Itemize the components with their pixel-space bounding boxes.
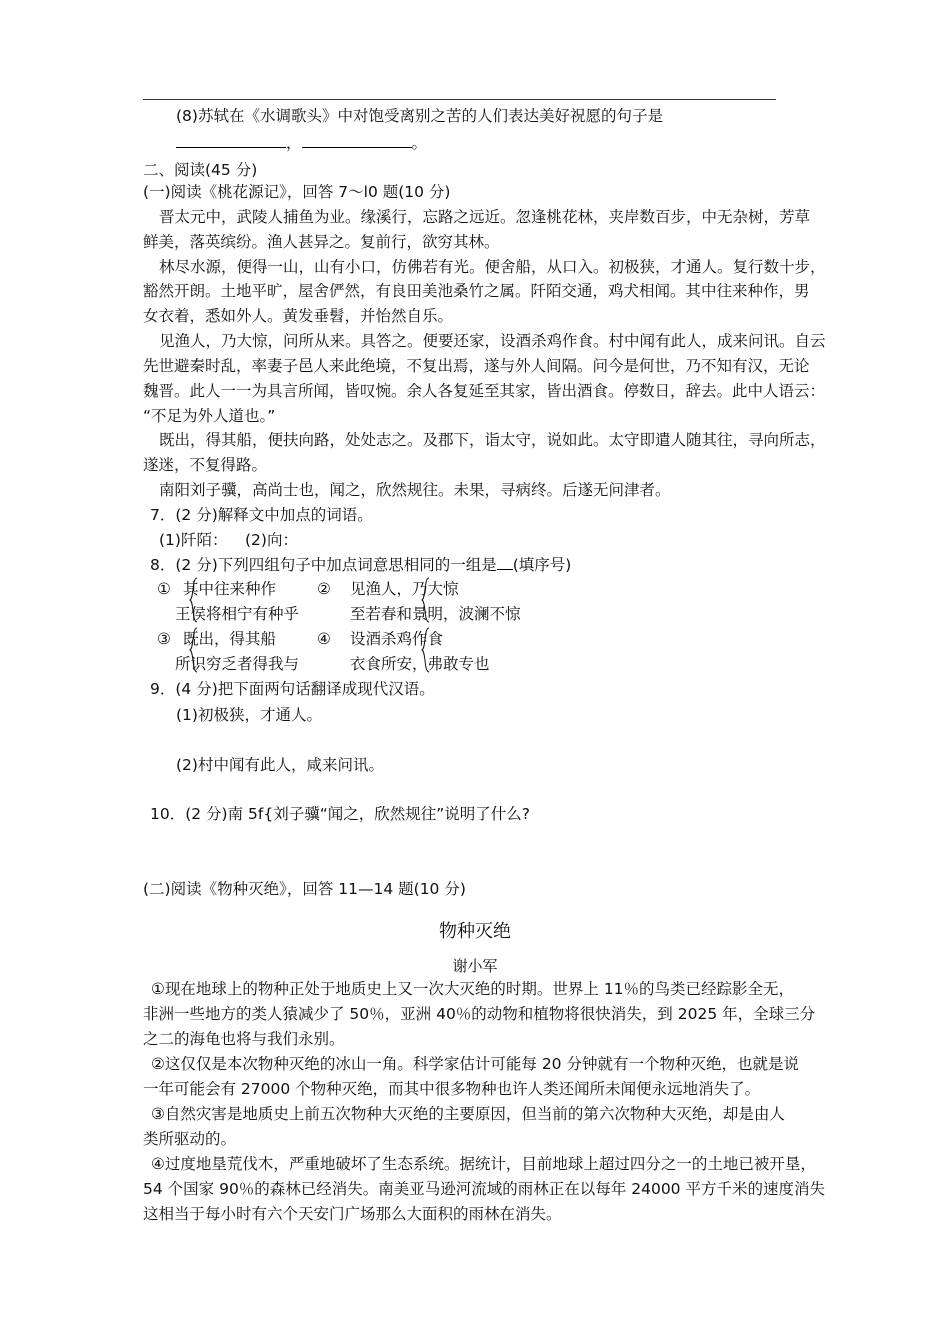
brace-icon [189, 627, 199, 673]
article-line: ③自然灾害是地质史上前五次物种大灭绝的主要原因，但当前的第六次物种大灭绝，却是由人 [151, 1105, 785, 1123]
option-sentence: 其中往来种作 [183, 580, 277, 598]
option-sentence: 所识穷乏者得我与 [175, 655, 300, 673]
option-sentence: 设酒杀鸡作食 [350, 630, 444, 648]
section-title: 二、阅读(45 分) [143, 161, 258, 179]
article-line: ②这仅仅是本次物种灭绝的冰山一角。科学家估计可能每 20 分钟就有一个物种灭绝，也就是说 [151, 1055, 799, 1073]
q8-answer-blank[interactable] [497, 555, 513, 570]
option-number: ② [317, 580, 331, 598]
q9-stem: 9．(4 分)把下面两句话翻译成现代汉语。 [150, 680, 435, 698]
passage-line: 林尽水源，便得一山，山有小口，仿佛若有光。便舍船，从口入。初极狭，才通人。复行数十步， [159, 258, 826, 276]
q9-sentence-1: (1)初极狭，才通人。 [176, 706, 322, 724]
brace-icon [189, 577, 199, 623]
option-sentence: 王侯将相宁有种乎 [175, 605, 300, 623]
option-number: ① [157, 580, 171, 598]
article-line: 非洲一些地方的类人猿减少了 50％，亚洲 40％的动物和植物将很快消失，到 2025 年，全球三分 [143, 1005, 816, 1023]
passage-line: 晋太元中，武陵人捕鱼为业。缘溪行，忘路之远近。忽逢桃花林，夹岸数百步，中无杂树，芳草 [159, 208, 811, 226]
q7-item-1: (1)阡陌： [159, 531, 228, 549]
q10-stem: 10．(2 分)南 5f{刘子骥“闻之，欣然规往”说明了什么? [150, 805, 531, 823]
answer-blank-2[interactable] [302, 133, 412, 148]
passage-line: “不足为外人道也。” [143, 407, 276, 425]
article-line: 一年可能会有 27000 个物种灭绝，而其中很多物种也许人类还闻所未闻便永远地消失了。 [143, 1080, 761, 1098]
option-number: ④ [317, 630, 331, 648]
q8-poem-prompt: (8)苏轼在《水调歌头》中对饱受离别之苦的人们表达美好祝愿的句子是 [176, 107, 663, 125]
passage-line: 见渔人，乃大惊，问所从来。具答之。便要还家，设酒杀鸡作食。村中闻有此人，成来问讯。自云 [159, 332, 826, 350]
passage-line: 既出，得其船，便扶向路，处处志之。及郡下，诣太守，说如此。太守即遣人随其往，寻向所志， [159, 431, 826, 449]
option-number: ③ [157, 630, 171, 648]
option-sentence: 至若春和景明，波澜不惊 [350, 605, 521, 623]
q8-stem: 8．(2 分)下列四组句子中加点词意思相同的一组是 (填序号) [150, 556, 572, 574]
option-sentence: 既出，得其船 [183, 630, 277, 648]
answer-blank-1[interactable] [176, 133, 286, 148]
brace-icon [421, 577, 431, 623]
q8-poem-answer-line [176, 133, 427, 153]
q7-stem: 7．(2 分)解释文中加点的词语。 [150, 506, 373, 524]
part1-intro: (一)阅读《桃花源记》，回答 7～l0 题(10 分) [143, 183, 451, 201]
passage-line: 鲜美，落英缤纷。渔人甚异之。复前行，欲穷其林。 [143, 233, 500, 251]
part2-intro: (二)阅读《物种灭绝》，回答 11—14 题(10 分) [143, 880, 466, 898]
brace-icon [421, 627, 431, 673]
passage-line: 豁然开朗。土地平旷，屋舍俨然，有良田美池桑竹之属。阡陌交通，鸡犬相闻。其中往来种作，男 [143, 282, 810, 300]
separator: ， [286, 134, 302, 152]
passage-line: 遂迷，不复得路。 [143, 456, 268, 474]
article-line: 这相当于每小时有六个天安门广场那么大面积的雨林在消失。 [143, 1205, 562, 1223]
passage-line: 女衣着，悉如外人。黄发垂髫，并怡然自乐。 [143, 307, 454, 325]
article-line: ①现在地球上的物种正处于地质史上又一次大灭绝的时期。世界上 11％的鸟类已经踪影全无， [151, 980, 795, 998]
article-line: ④过度地垦荒伐木，严重地破坏了生态系统。据统计，目前地球上超过四分之一的土地已被开垦， [151, 1155, 816, 1173]
passage-line: 魏晋。此人一一为具言所闻，皆叹惋。余人各复延至其家，皆出酒食。停数日，辞去。此中人语云： [143, 382, 826, 400]
option-sentence: 衣食所安，弗敢专也 [350, 655, 490, 673]
article-line: 之二的海龟也将与我们永别。 [143, 1030, 345, 1048]
passage-line: 先世避秦时乱，率妻子邑人来此绝境，不复出焉，遂与外人间隔。问今是何世，乃不知有汉，无论 [143, 357, 810, 375]
article-author: 谢小军 [452, 957, 498, 975]
article-line: 类所驱动的。 [143, 1130, 237, 1148]
header-rule [143, 99, 776, 100]
article-title: 物种灭绝 [439, 921, 511, 942]
article-line: 54 个国家 90％的森林已经消失。南美亚马逊河流域的雨林正在以每年 24000 平方千米的速度消失 [143, 1180, 825, 1198]
q7-item-2: (2)向： [245, 531, 298, 549]
passage-line: 南阳刘子骥，高尚士也，闻之，欣然规往。未果，寻病终。后遂无问津者。 [159, 481, 671, 499]
option-sentence: 见渔人，乃大惊 [350, 580, 459, 598]
period: 。 [411, 134, 428, 152]
q9-sentence-2: (2)村中闻有此人，咸来问讯。 [176, 756, 384, 774]
